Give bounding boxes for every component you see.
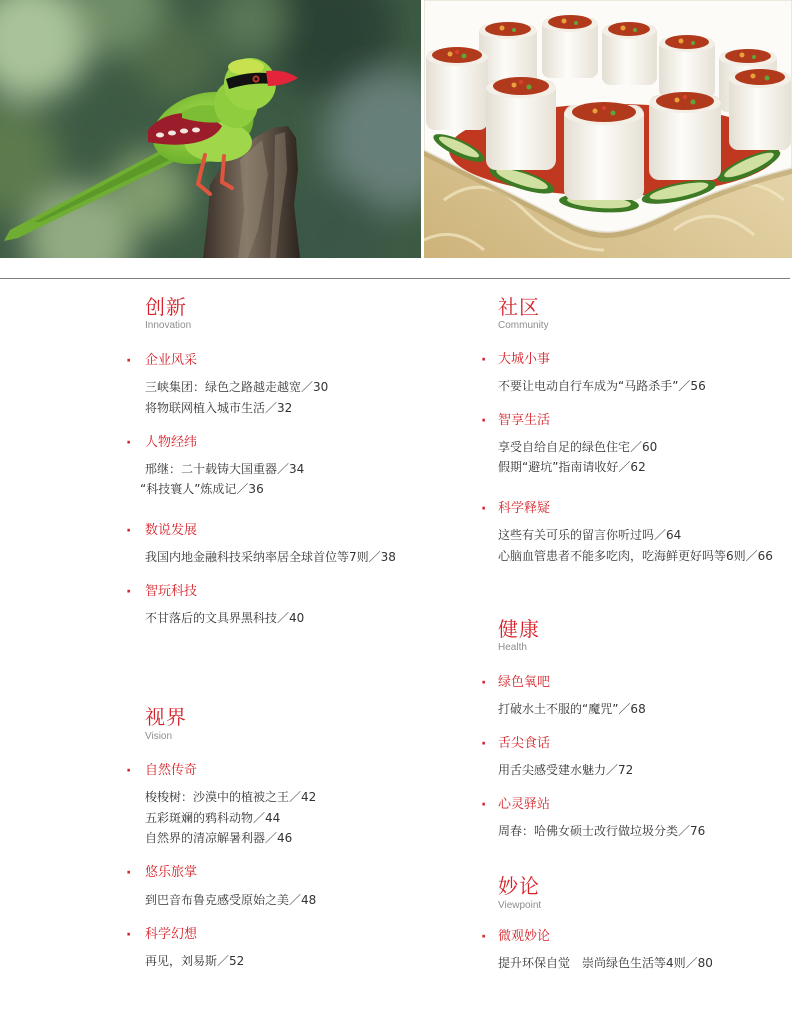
rice-roll [659,35,715,98]
section-title: 社区 [498,295,540,319]
bullet-dot-icon: · [481,797,487,813]
toc-entry: 到巴音布鲁克感受原始之美／48 [145,893,317,907]
rice-roll [486,77,556,170]
toc-entry: 用舌尖感受建水魅力／72 [498,763,634,777]
toc-entry: 将物联网植入城市生活／32 [145,401,293,415]
rice-roll [602,22,657,85]
bullet-dot-icon: · [481,501,487,517]
toc-entry: 享受自给自足的绿色住宅／60 [498,440,658,454]
toc-entry: 打破水土不服的“魔咒”／68 [498,702,646,716]
rice-roll [729,69,791,150]
category-title: 舌尖食话 [498,736,551,751]
toc-entry: 再见，刘易斯／52 [145,954,245,968]
category-title: 科学幻想 [145,927,198,942]
rice-roll [426,47,488,130]
category-title: 绿色氧吧 [498,675,551,690]
green-magpie-photo [0,0,421,258]
section-title: 妙论 [498,874,540,898]
toc-entry: 邢继：二十载铸大国重器／34 [145,462,305,476]
toc-entry: 自然界的清凉解暑利器／46 [145,831,293,845]
category-title: 科学释疑 [498,501,551,516]
toc-entry: 周春：哈佛女硕士改行做垃圾分类／76 [498,824,706,838]
section-title: 视界 [145,705,187,729]
bullet-dot-icon: · [126,865,132,881]
toc-entry: “科技寰人”炼成记／36 [140,482,264,496]
bullet-dot-icon: · [126,927,132,943]
section-subtitle: Viewpoint [498,900,542,911]
bullet-dot-icon: · [126,584,132,600]
bullet-dot-icon: · [481,929,487,945]
section-subtitle: Innovation [145,320,192,331]
category-title: 人物经纬 [145,435,198,450]
section-title: 健康 [498,617,540,641]
bullet-dot-icon: · [126,763,132,779]
bullet-dot-icon: · [126,353,132,369]
category-title: 心灵驿站 [498,797,551,812]
toc-entry: 梭梭树：沙漠中的植被之王／42 [145,790,317,804]
rice-roll [649,92,721,180]
bullet-dot-icon: · [481,352,487,368]
bullet-dot-icon: · [481,736,487,752]
category-title: 智玩科技 [145,584,198,599]
category-title: 数说发展 [145,523,198,538]
bullet-dot-icon: · [126,435,132,451]
rice-roll [564,102,644,200]
bullet-dot-icon: · [481,413,487,429]
toc-entry: 我国内地金融科技采纳率居全球首位等7则／38 [145,550,396,564]
rice-roll-dish-photo [424,0,792,258]
toc-entry: 这些有关可乐的留言你听过吗／64 [498,528,682,542]
toc-entry: 心脑血管患者不能多吃肉，吃海鲜更好吗等6则／66 [498,549,773,563]
bullet-dot-icon: · [126,523,132,539]
rice-roll [542,15,598,78]
toc-entry: 五彩斑斓的鸦科动物／44 [145,811,281,825]
section-subtitle: Health [498,642,527,653]
category-title: 微观妙论 [498,929,551,944]
toc-entry: 不甘落后的文具界黑科技／40 [145,611,305,625]
horizontal-divider [0,278,790,279]
toc-entry: 不要让电动自行车成为“马路杀手”／56 [498,379,706,393]
toc-entry: 假期“避坑”指南请收好／62 [498,460,646,474]
section-title: 创新 [145,295,187,319]
category-title: 悠乐旅掌 [145,865,198,880]
category-title: 自然传奇 [145,763,198,778]
category-title: 企业风采 [145,353,198,368]
section-subtitle: Vision [145,731,173,742]
category-title: 智享生活 [498,413,551,428]
category-title: 大城小事 [498,352,551,367]
bullet-dot-icon: · [481,675,487,691]
toc-entry: 提升环保自觉 崇尚绿色生活等4则／80 [498,956,713,970]
toc-entry: 三峡集团：绿色之路越走越宽／30 [145,380,329,394]
section-subtitle: Community [498,320,549,331]
